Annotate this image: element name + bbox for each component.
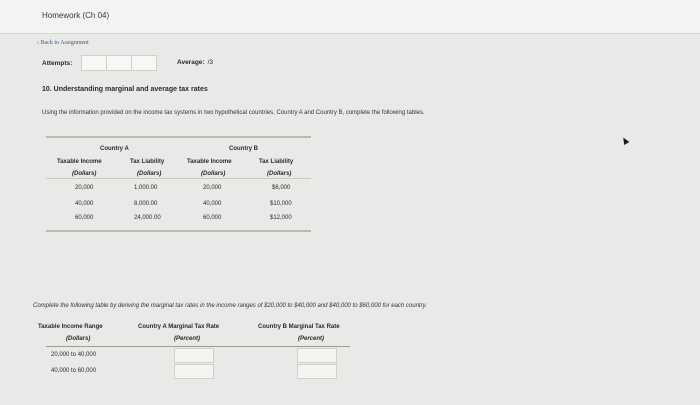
country-a-marginal-rate-input[interactable]	[174, 348, 214, 363]
column-unit: (Percent)	[298, 336, 325, 342]
table-cell: $6,000	[272, 185, 291, 191]
column-unit: (Dollars)	[72, 171, 97, 177]
table-cell: 20,000	[75, 185, 94, 191]
table-cell: $12,000	[270, 215, 292, 221]
table-header-rule	[46, 178, 311, 179]
column-header: Country B Marginal Tax Rate	[258, 324, 340, 330]
country-b-marginal-rate-input[interactable]	[297, 364, 337, 379]
table-cell: 8,000.00	[134, 201, 158, 207]
back-to-assignment-link[interactable]: ‹ Back to Assignment	[37, 40, 89, 46]
attempt-indicator	[81, 55, 107, 71]
table-cell: 1,000.00	[134, 185, 158, 191]
range-label: 40,000 to 60,000	[51, 368, 97, 374]
attempt-boxes	[82, 55, 157, 71]
column-header: Country A Marginal Tax Rate	[138, 324, 220, 330]
column-unit: (Percent)	[174, 336, 201, 342]
country-b-marginal-rate-input[interactable]	[297, 348, 337, 363]
average-score	[177, 59, 213, 66]
table2-header-rule	[46, 346, 350, 347]
average-value: /3	[207, 59, 213, 66]
table-cell: 40,000	[75, 201, 94, 207]
question-text: Using the information provided on the income tax systems in two hypothetical countries, Country A and Country B, complete the following tables.	[42, 110, 425, 116]
column-header: Taxable Income Range	[38, 324, 103, 330]
table-cell: $10,000	[270, 201, 292, 207]
column-header: Taxable Income	[187, 159, 232, 165]
column-unit: (Dollars)	[267, 171, 292, 177]
attempt-indicator	[131, 55, 157, 71]
table-bottom-rule	[46, 230, 311, 232]
top-bar	[0, 0, 700, 34]
attempts-label: Attempts:	[42, 59, 73, 67]
table-cell: 60,000	[203, 215, 222, 221]
column-unit: (Dollars)	[66, 336, 91, 342]
attempts-row	[42, 55, 157, 71]
mouse-cursor-icon	[621, 136, 630, 145]
average-label: Average:	[177, 59, 205, 66]
table-cell: 24,000.00	[134, 215, 161, 221]
table-cell: 20,000	[203, 185, 222, 191]
country-a-marginal-rate-input[interactable]	[174, 364, 214, 379]
table-cell: 40,000	[203, 201, 222, 207]
range-label: 20,000 to 40,000	[51, 352, 97, 358]
column-header: Taxable Income	[57, 159, 102, 165]
question-title: 10. Understanding marginal and average tax rates	[42, 86, 208, 93]
column-unit: (Dollars)	[137, 171, 162, 177]
column-unit: (Dollars)	[201, 171, 226, 177]
attempt-indicator	[106, 55, 132, 71]
table-cell: 60,000	[75, 215, 94, 221]
table2-instruction: Complete the following table by deriving the marginal tax rates in the income ranges of $20,000 to $40,000 and $40,000 to $60,000 for each country.	[33, 303, 427, 309]
country-b-heading: Country B	[229, 146, 258, 152]
column-header: Tax Liability	[259, 159, 294, 165]
column-header: Tax Liability	[130, 159, 165, 165]
country-a-heading: Country A	[100, 146, 129, 152]
table-top-rule	[46, 136, 311, 138]
page-title: Homework (Ch 04)	[42, 11, 110, 20]
